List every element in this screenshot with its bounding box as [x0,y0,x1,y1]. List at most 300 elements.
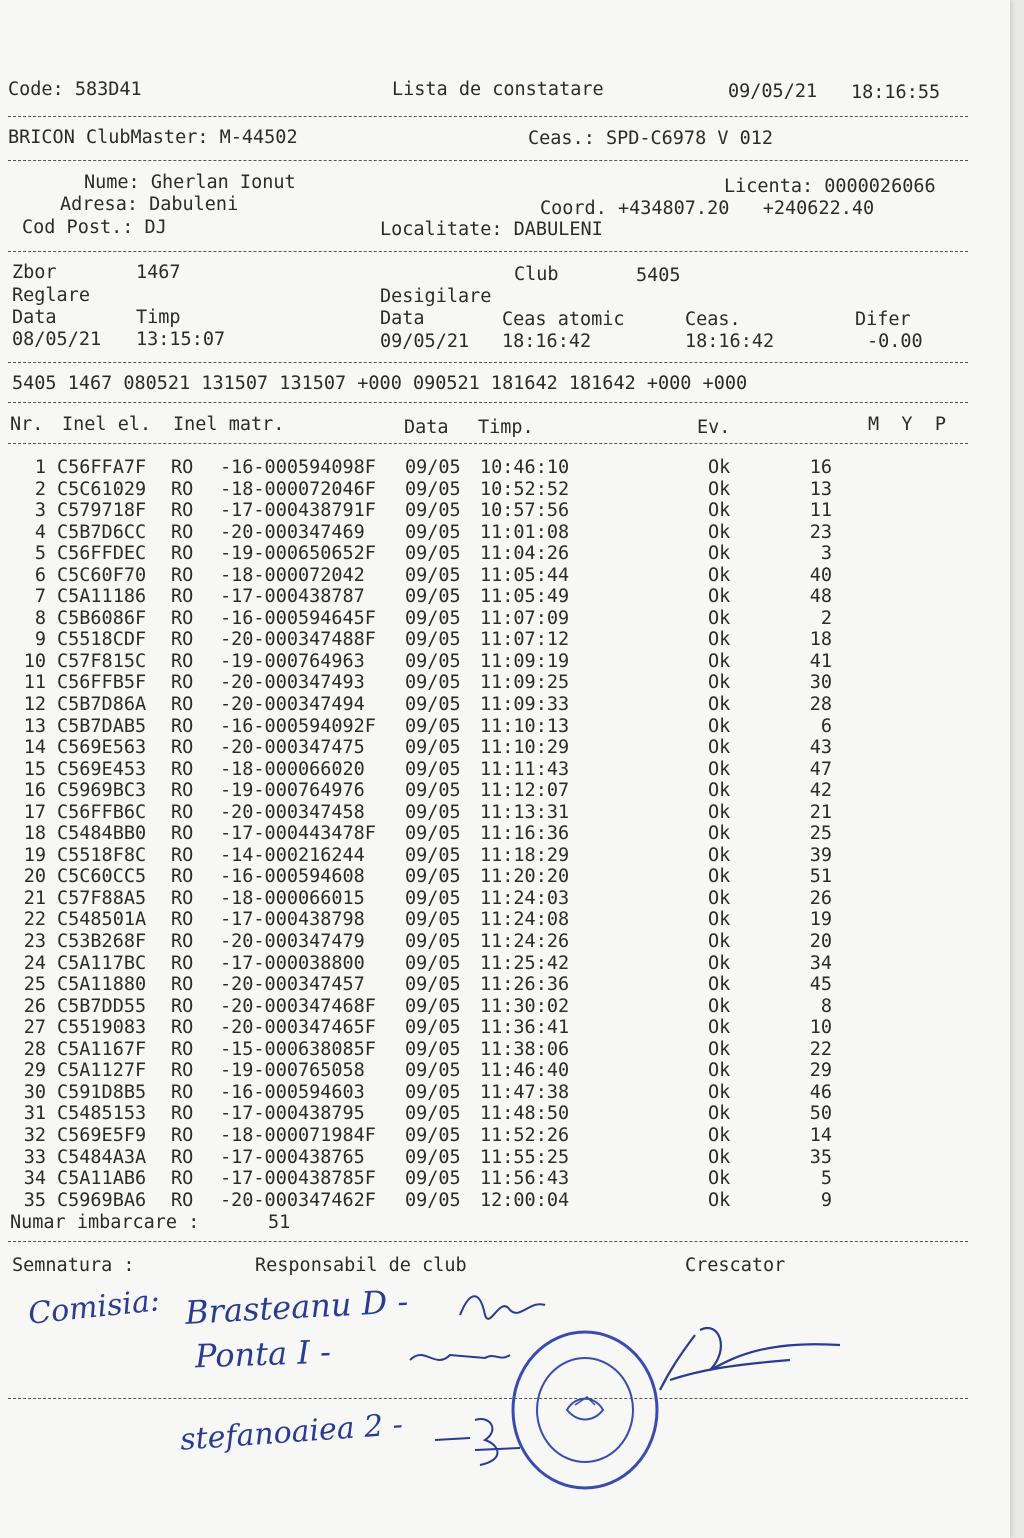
event-status: Ok [708,500,731,522]
arrival-date: 09/05 [405,952,461,974]
electronic-ring: C569E453 [57,758,147,780]
ring-number: -16-000594603 [220,1081,365,1103]
event-status: Ok [708,866,731,888]
nr-column [10,457,46,1211]
arrival-time: 12:00:04 [480,1189,570,1211]
row-number: 28 [23,1038,46,1060]
arrival-time: 11:56:43 [480,1168,570,1190]
position: 5 [820,1168,832,1190]
electronic-ring: C5B7D86A [57,694,147,716]
arrival-time: 11:09:33 [480,694,570,716]
row-number: 27 [23,1017,46,1039]
position: 28 [809,694,832,716]
locality: Localitate: DABULENI [380,219,603,240]
arrival-time: 11:52:26 [480,1124,570,1146]
electronic-ring: C5519083 [57,1017,147,1039]
electronic-ring: C5C60F70 [57,564,147,586]
event-status: Ok [708,1168,731,1190]
ring-number: -16-000594608 [220,866,365,888]
print-time: 18:16:55 [851,82,941,103]
row-number: 23 [23,931,46,953]
position: 29 [809,1060,832,1082]
col-header-ring-number: Inel matr. [173,414,285,435]
electronic-ring: C57F815C [57,650,147,672]
arrival-time: 11:30:02 [480,995,570,1017]
ring-number: -20-000347479 [220,931,365,953]
arrival-time: 11:12:07 [480,780,570,802]
position: 23 [809,521,832,543]
position: 2 [820,607,832,629]
country-code: RO [171,478,194,500]
arrival-time: 11:07:12 [480,629,570,651]
electronic-ring: C5484A3A [57,1146,147,1168]
ring-number: -17-000438787 [220,586,365,608]
col-header-event: Ev. [697,417,731,438]
position: 42 [809,780,832,802]
event-status: Ok [708,931,731,953]
print-date: 09/05/21 [728,81,818,102]
ring-number: -19-000765058 [220,1060,365,1082]
electronic-ring: C579718F [57,500,147,522]
row-number: 33 [23,1146,46,1168]
club-number: 5405 [636,265,681,286]
divider [8,1398,968,1399]
arrival-time: 11:24:26 [480,931,570,953]
arrival-time: 11:20:20 [480,866,570,888]
handwritten-name-1: Brasteanu D - [184,1282,410,1332]
event-status: Ok [708,1146,731,1168]
country-code: RO [171,995,194,1017]
position: 14 [809,1124,832,1146]
arrival-date: 09/05 [405,995,461,1017]
arrival-time: 11:24:08 [480,909,570,931]
event-status: Ok [708,478,731,500]
country-code: RO [171,650,194,672]
position: 11 [809,500,832,522]
country-code: RO [171,1038,194,1060]
arrival-date: 09/05 [405,844,461,866]
position: 50 [809,1103,832,1125]
arrival-time: 11:18:29 [480,844,570,866]
ring-number: -20-000347465F [220,1017,376,1039]
arrival-date: 09/05 [405,1081,461,1103]
country-code: RO [171,1189,194,1211]
position: 51 [809,866,832,888]
row-number: 12 [23,694,46,716]
unsealing-label: Desigilare [380,286,492,307]
electronic-ring: C5A11186 [57,586,147,608]
clubmaster-label: BRICON ClubMaster: M-44502 [8,127,298,148]
row-number: 6 [34,564,46,586]
arrival-time: 11:13:31 [480,801,570,823]
arrival-time: 11:10:13 [480,715,570,737]
arrival-date: 09/05 [405,1017,461,1039]
event-status: Ok [708,952,731,974]
event-status: Ok [708,844,731,866]
country-code: RO [171,1168,194,1190]
position: 41 [809,650,832,672]
ring-number: -20-000347457 [220,974,365,996]
arrival-time: 11:16:36 [480,823,570,845]
atomic-clock-header: Ceas atomic [502,309,625,330]
divider [8,1241,968,1242]
electronic-ring: C569E5F9 [57,1124,147,1146]
ring-number: -20-000347462F [220,1189,376,1211]
event-status: Ok [708,1081,731,1103]
electronic-ring: C5B6086F [57,607,147,629]
position: 45 [809,974,832,996]
arrival-time: 11:24:03 [480,887,570,909]
ring-number-column [220,457,376,1211]
ring-number: -17-000438791F [220,500,376,522]
event-status: Ok [708,780,731,802]
row-number: 21 [23,887,46,909]
owner-name: Nume: Gherlan Ionut [84,172,296,193]
position: 39 [809,844,832,866]
divider [8,160,968,161]
arrival-date: 09/05 [405,478,461,500]
electronic-ring: C56FFDEC [57,543,147,565]
arrival-date: 09/05 [405,758,461,780]
country-code: RO [171,758,194,780]
arrival-date: 09/05 [405,457,461,478]
postal-code: Cod Post.: DJ [22,217,167,238]
arrival-date: 09/05 [405,866,461,888]
arrival-date: 09/05 [405,823,461,845]
position: 48 [809,586,832,608]
document-title: Lista de constatare [392,79,604,100]
arrival-date: 09/05 [405,1168,461,1190]
country-code: RO [171,866,194,888]
position: 26 [809,887,832,909]
flight-number: 1467 [136,262,181,283]
electronic-ring: C5A117BC [57,952,147,974]
flight-label: Zbor [12,262,57,283]
setting-label: Reglare [12,285,90,306]
country-code: RO [171,780,194,802]
arrival-date: 09/05 [405,607,461,629]
difference-header: Difer [855,309,911,330]
col-header-electronic-ring: Inel el. [62,414,152,435]
row-number: 13 [23,715,46,737]
event-status: Ok [708,564,731,586]
position: 3 [820,543,832,565]
row-number: 30 [23,1081,46,1103]
row-number: 29 [23,1060,46,1082]
arrival-date: 09/05 [405,694,461,716]
col-header-date: Data [404,417,449,438]
row-number: 7 [34,586,46,608]
arrival-date: 09/05 [405,500,461,522]
arrival-time: 10:52:52 [480,478,570,500]
event-status: Ok [708,1189,731,1211]
country-code: RO [171,974,194,996]
country-code: RO [171,1146,194,1168]
arrival-time: 11:26:36 [480,974,570,996]
electronic-ring: C5969BA6 [57,1189,147,1211]
ring-number: -17-000438765 [220,1146,365,1168]
electronic-ring: C5A1167F [57,1038,147,1060]
country-code: RO [171,672,194,694]
arrival-date: 09/05 [405,974,461,996]
arrival-time: 10:46:10 [480,457,570,478]
code-label: Code: 583D41 [8,79,142,100]
coordinates: Coord. +434807.20 +240622.40 [540,198,875,219]
event-status: Ok [708,629,731,651]
position: 19 [809,909,832,931]
arrival-date: 09/05 [405,1103,461,1125]
arrival-date: 09/05 [405,650,461,672]
position-column [790,457,832,1211]
arrival-time: 11:36:41 [480,1017,570,1039]
electronic-ring: C5A11AB6 [57,1168,147,1190]
ring-number: -16-000594092F [220,715,376,737]
event-column [708,457,730,1211]
event-status: Ok [708,801,731,823]
setting-time-header: Timp [136,307,181,328]
electronic-ring: C5484BB0 [57,823,147,845]
difference-value: -0.00 [867,331,923,352]
arrival-date: 09/05 [405,564,461,586]
electronic-ring-column [57,457,146,1211]
ring-number: -17-000438798 [220,909,365,931]
event-status: Ok [708,887,731,909]
position: 46 [809,1081,832,1103]
electronic-ring: C56FFB5F [57,672,147,694]
position: 6 [820,715,832,737]
ring-number: -20-000347468F [220,995,376,1017]
country-code: RO [171,564,194,586]
row-number: 22 [23,909,46,931]
position: 22 [809,1038,832,1060]
ring-number: -17-000438795 [220,1103,365,1125]
arrival-time: 11:07:09 [480,607,570,629]
ring-number: -16-000594645F [220,607,376,629]
arrival-date: 09/05 [405,629,461,651]
position: 16 [809,457,832,478]
position: 10 [809,1017,832,1039]
country-code: RO [171,586,194,608]
event-status: Ok [708,1103,731,1125]
arrival-date: 09/05 [405,521,461,543]
arrival-date: 09/05 [405,1060,461,1082]
arrival-date: 09/05 [405,672,461,694]
handwritten-name-2: Ponta I - [194,1332,332,1376]
electronic-ring: C5C61029 [57,478,147,500]
club-responsible-label: Responsabil de club [255,1255,467,1276]
ring-number: -14-000216244 [220,844,365,866]
row-number: 26 [23,995,46,1017]
event-status: Ok [708,650,731,672]
electronic-ring: C5518F8C [57,844,147,866]
electronic-ring: C5518CDF [57,629,147,651]
position: 21 [809,801,832,823]
electronic-ring: C569E563 [57,737,147,759]
arrival-date: 09/05 [405,1189,461,1211]
ring-number: -18-000072046F [220,478,376,500]
divider [8,402,968,403]
ring-number: -20-000347458 [220,801,365,823]
row-number: 35 [23,1189,46,1211]
ring-number: -18-000066020 [220,758,365,780]
row-number: 14 [23,737,46,759]
handwritten-signature-2 [405,1340,515,1380]
event-status: Ok [708,672,731,694]
arrival-date: 09/05 [405,586,461,608]
unsealing-date-header: Data [380,308,425,329]
col-header-myp: M Y P [868,414,946,435]
ring-number: -20-000347488F [220,629,376,651]
arrival-time: 10:57:56 [480,500,570,522]
event-status: Ok [708,1017,731,1039]
position: 40 [809,564,832,586]
row-number: 4 [34,521,46,543]
position: 34 [809,952,832,974]
event-status: Ok [708,974,731,996]
row-number: 25 [23,974,46,996]
event-status: Ok [708,521,731,543]
electronic-ring: C57F88A5 [57,887,147,909]
country-code: RO [171,521,194,543]
arrival-time: 11:05:44 [480,564,570,586]
club-label: Club [514,264,559,285]
row-number: 1 [34,457,46,478]
arrival-date: 09/05 [405,931,461,953]
electronic-ring: C53B268F [57,931,147,953]
country-code: RO [171,952,194,974]
country-column [171,457,193,1211]
country-code: RO [171,887,194,909]
event-status: Ok [708,823,731,845]
row-number: 17 [23,801,46,823]
arrival-time: 11:11:43 [480,758,570,780]
arrival-time: 11:01:08 [480,521,570,543]
ring-number: -19-000764976 [220,780,365,802]
arrival-date: 09/05 [405,715,461,737]
event-status: Ok [708,995,731,1017]
row-number: 2 [34,478,46,500]
event-status: Ok [708,1060,731,1082]
event-status: Ok [708,909,731,931]
ring-number: -15-000638085F [220,1038,376,1060]
event-status: Ok [708,1038,731,1060]
row-number: 24 [23,952,46,974]
country-code: RO [171,823,194,845]
handwritten-location: stefanoaiea 2 - [179,1407,404,1458]
arrival-date: 09/05 [405,1038,461,1060]
country-code: RO [171,737,194,759]
boarded-count: 51 [268,1212,291,1233]
arrival-time: 11:55:25 [480,1146,570,1168]
ring-number: -20-000347475 [220,737,365,759]
country-code: RO [171,457,194,478]
country-code: RO [171,909,194,931]
country-code: RO [171,543,194,565]
divider [8,251,968,252]
position: 8 [820,995,832,1017]
arrival-time: 11:09:19 [480,650,570,672]
event-status: Ok [708,758,731,780]
country-code: RO [171,1060,194,1082]
handwritten-comisia: Comisia: [26,1283,162,1332]
summary-code-line: 5405 1467 080521 131507 131507 +000 090521 181642 181642 +000 +000 [12,373,748,394]
electronic-ring: C548501A [57,909,147,931]
col-header-time: Timp. [478,417,534,438]
country-code: RO [171,801,194,823]
divider [8,443,968,444]
ring-number: -20-000347493 [220,672,365,694]
arrival-date: 09/05 [405,801,461,823]
row-number: 5 [34,543,46,565]
position: 25 [809,823,832,845]
arrival-time: 11:38:06 [480,1038,570,1060]
position: 13 [809,478,832,500]
country-code: RO [171,629,194,651]
arrival-time: 11:04:26 [480,543,570,565]
electronic-ring: C5485153 [57,1103,147,1125]
position: 9 [820,1189,832,1211]
ring-number: -18-000066015 [220,887,365,909]
electronic-ring: C5A11880 [57,974,147,996]
event-status: Ok [708,737,731,759]
club-stamp-seal [505,1325,665,1495]
arrival-date: 09/05 [405,543,461,565]
country-code: RO [171,1081,194,1103]
event-status: Ok [708,1124,731,1146]
row-number: 16 [23,780,46,802]
date-column [405,457,461,1211]
position: 35 [809,1146,832,1168]
position: 43 [809,737,832,759]
arrival-time: 11:48:50 [480,1103,570,1125]
position: 20 [809,931,832,953]
country-code: RO [171,1103,194,1125]
clock-time: 18:16:42 [685,331,775,352]
row-number: 32 [23,1124,46,1146]
setting-time: 13:15:07 [136,329,226,350]
breeder-label: Crescator [685,1255,786,1276]
row-number: 31 [23,1103,46,1125]
row-number: 3 [34,500,46,522]
ring-number: -18-000071984F [220,1124,376,1146]
boarded-count-label: Numar imbarcare : [10,1212,200,1233]
row-number: 10 [23,650,46,672]
divider [8,362,968,363]
event-status: Ok [708,694,731,716]
time-column [480,457,569,1211]
event-status: Ok [708,586,731,608]
electronic-ring: C5B7DAB5 [57,715,147,737]
position: 30 [809,672,832,694]
row-number: 19 [23,844,46,866]
country-code: RO [171,844,194,866]
ring-number: -16-000594098F [220,457,376,478]
arrival-time: 11:10:29 [480,737,570,759]
electronic-ring: C5B7D6CC [57,521,147,543]
breeder-signature [640,1310,850,1400]
event-status: Ok [708,607,731,629]
arrival-date: 09/05 [405,737,461,759]
arrival-time: 11:05:49 [480,586,570,608]
setting-date-header: Data [12,307,57,328]
electronic-ring: C5C60CC5 [57,866,147,888]
unsealing-date: 09/05/21 [380,331,470,352]
arrival-time: 11:25:42 [480,952,570,974]
setting-date: 08/05/21 [12,329,102,350]
row-number: 8 [34,607,46,629]
row-number: 18 [23,823,46,845]
country-code: RO [171,1124,194,1146]
